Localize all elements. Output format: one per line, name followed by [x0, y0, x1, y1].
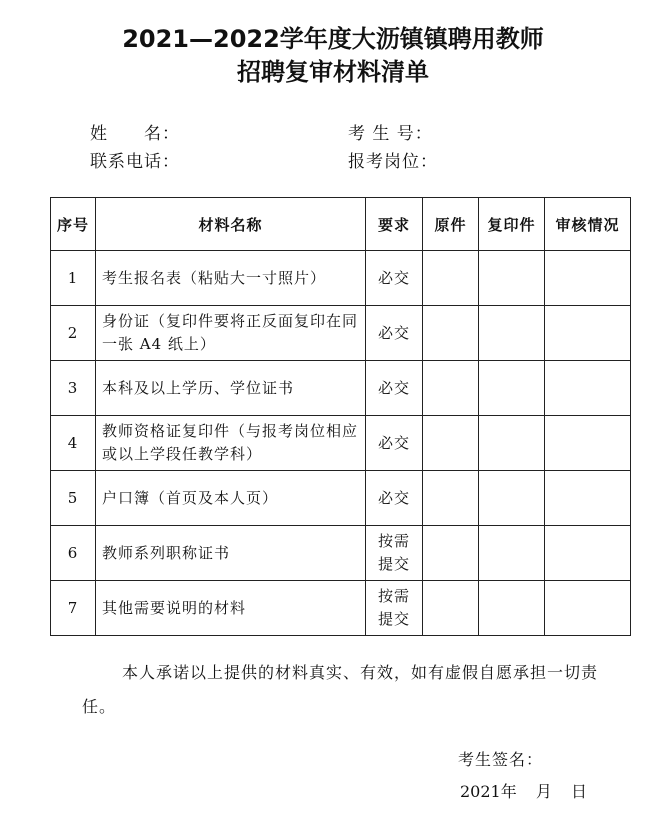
row-requirement: 按需提交: [366, 526, 423, 581]
row-requirement: 必交: [366, 471, 423, 526]
table-header-row: [51, 198, 631, 251]
table-row: [51, 416, 631, 471]
exam-number-field-label: 考 生 号：: [348, 124, 433, 144]
materials-table: [50, 197, 631, 636]
row-review-cell: [545, 471, 631, 526]
row-material-name: 户口簿（首页及本人页）: [96, 471, 366, 526]
row-copy-cell: [479, 526, 545, 581]
row-requirement: 必交: [366, 306, 423, 361]
header-copy: 复印件: [479, 198, 545, 251]
row-copy-cell: [479, 361, 545, 416]
row-material-name: 身份证（复印件要将正反面复印在同一张 A4 纸上）: [96, 306, 366, 361]
row-review-cell: [545, 361, 631, 416]
row-original-cell: [423, 416, 479, 471]
commitment-text: 本人承诺以上提供的材料真实、有效，如有虚假自愿承担一切责任。: [82, 663, 599, 716]
date-year: 2021: [460, 782, 501, 801]
row-no: 3: [51, 361, 96, 416]
row-review-cell: [545, 526, 631, 581]
row-original-cell: [423, 306, 479, 361]
commitment-statement: [82, 656, 602, 724]
row-material-name: 本科及以上学历、学位证书: [96, 361, 366, 416]
row-review-cell: [545, 251, 631, 306]
row-review-cell: [545, 416, 631, 471]
row-no: 2: [51, 306, 96, 361]
row-material-name: 教师系列职称证书: [96, 526, 366, 581]
row-no: 4: [51, 416, 96, 471]
row-original-cell: [423, 581, 479, 636]
row-requirement: 必交: [366, 361, 423, 416]
table-row: [51, 306, 631, 361]
row-copy-cell: [479, 416, 545, 471]
row-no: 6: [51, 526, 96, 581]
row-original-cell: [423, 361, 479, 416]
row-material-name: 教师资格证复印件（与报考岗位相应或以上学段任教学科）: [96, 416, 366, 471]
row-requirement: 必交: [366, 416, 423, 471]
document-title-line2: 招聘复审材料清单: [237, 58, 429, 86]
row-material-name: 其他需要说明的材料: [96, 581, 366, 636]
row-review-cell: [545, 581, 631, 636]
document-title-line1: 2021—2022学年度大沥镇镇聘用教师: [122, 25, 544, 53]
row-copy-cell: [479, 581, 545, 636]
header-original: 原件: [423, 198, 479, 251]
date-month-unit: 月: [535, 782, 552, 801]
row-material-name: 考生报名表（粘贴大一寸照片）: [96, 251, 366, 306]
table-row: [51, 251, 631, 306]
row-original-cell: [423, 526, 479, 581]
position-field-label: 报考岗位：: [348, 152, 438, 172]
name-field-label: 姓 名：: [90, 124, 180, 144]
row-original-cell: [423, 471, 479, 526]
row-copy-cell: [479, 306, 545, 361]
date-year-unit: 年: [500, 782, 517, 801]
table-row: [51, 526, 631, 581]
row-copy-cell: [479, 471, 545, 526]
row-original-cell: [423, 251, 479, 306]
date-day-unit: 日: [570, 782, 587, 801]
table-row: [51, 581, 631, 636]
row-requirement: 按需提交: [366, 581, 423, 636]
header-requirement: 要求: [366, 198, 423, 251]
table-row: [51, 471, 631, 526]
signature-label: 考生签名：: [458, 750, 544, 769]
row-no: 7: [51, 581, 96, 636]
phone-field-label: 联系电话：: [90, 152, 180, 172]
header-review: 审核情况: [545, 198, 631, 251]
row-no: 1: [51, 251, 96, 306]
header-material-name: 材料名称: [96, 198, 366, 251]
row-no: 5: [51, 471, 96, 526]
row-copy-cell: [479, 251, 545, 306]
row-review-cell: [545, 306, 631, 361]
date-line: [460, 779, 587, 802]
header-no: 序号: [51, 198, 96, 251]
table-row: [51, 361, 631, 416]
row-requirement: 必交: [366, 251, 423, 306]
